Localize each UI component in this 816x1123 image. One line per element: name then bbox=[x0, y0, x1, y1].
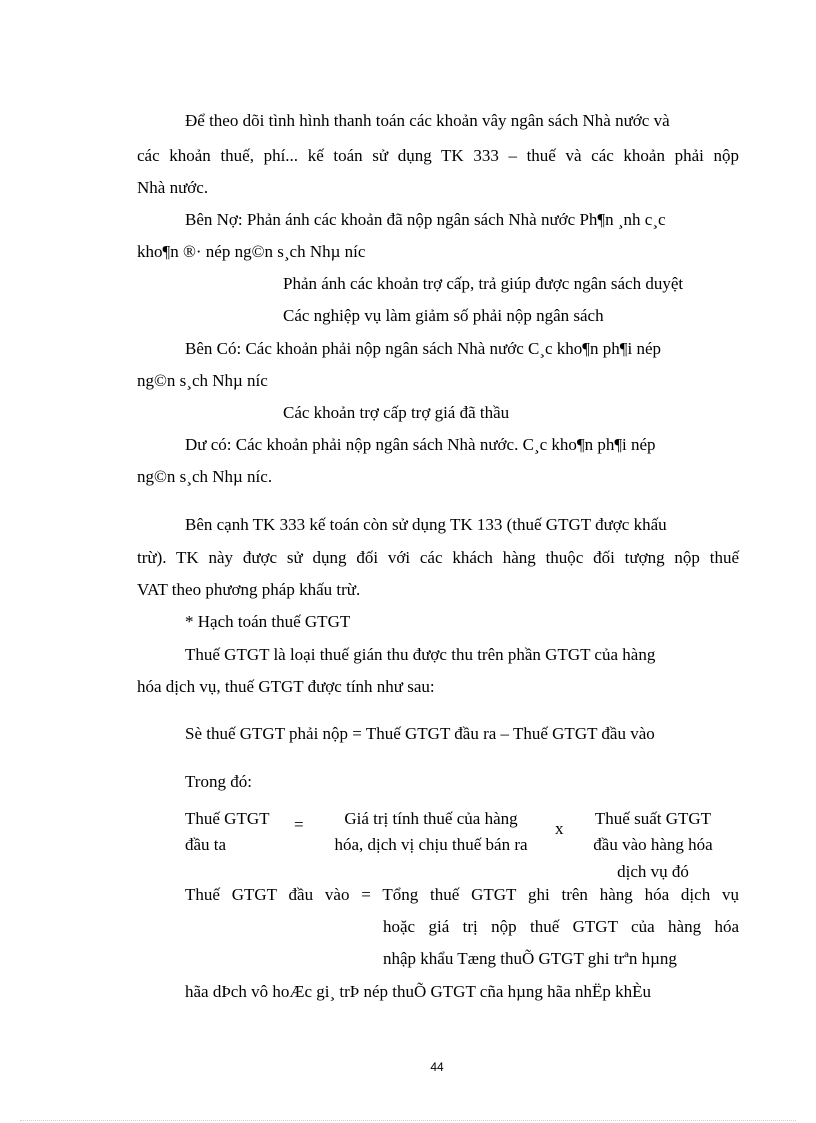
ben-co-line-1: Bên Có: Các khoản phải nộp ngân sách Nhà nước C¸c kho¶n ph¶i nép bbox=[185, 339, 661, 358]
page-number: 44 bbox=[430, 1060, 444, 1074]
ben-no-line-2: kho¶n ®· nép ng©n s¸ch Nhµ níc bbox=[137, 242, 366, 261]
formula2-rhs-line-2: đầu vào hàng hóa bbox=[593, 835, 713, 854]
ben-no-line-3: Phản ánh các khoản trợ cấp, trả giúp được ngân sách duyệt bbox=[283, 274, 684, 293]
du-co-line-1: Dư có: Các khoản phải nộp ngân sách Nhà nước. C¸c kho¶n ph¶i nép bbox=[185, 435, 656, 454]
formula2-middle-line-1: Giá trị tính thuế của hàng bbox=[344, 809, 518, 828]
formula3-line-3: nhập khẩu Tæng thuÕ GTGT ghi trªn hµng bbox=[383, 949, 677, 968]
main-formula: Sè thuế GTGT phải nộp = Thuế GTGT đầu ra – Thuế GTGT đầu vào bbox=[185, 724, 655, 743]
paragraph-2-line-2: trừ). TK này được sử dụng đối với các khách hàng thuộc đối tượng nộp thuế bbox=[137, 548, 739, 567]
footer-divider bbox=[20, 1120, 796, 1121]
paragraph-3-line-2: hóa dịch vụ, thuế GTGT được tính như sau: bbox=[137, 677, 435, 696]
trong-do-label: Trong đó: bbox=[185, 772, 252, 791]
formula2-middle-line-2: hóa, dịch vị chịu thuế bán ra bbox=[334, 835, 528, 854]
paragraph-2-line-3: VAT theo phương pháp khấu trừ. bbox=[137, 580, 361, 599]
paragraph-2-line-1: Bên cạnh TK 333 kế toán còn sử dụng TK 133 (thuế GTGT được khấu bbox=[185, 515, 667, 534]
formula3-line-2: hoặc giá trị nộp thuế GTGT của hàng hóa bbox=[383, 917, 739, 936]
formula3-line-4: hãa dÞch vô hoÆc gi¸ trÞ nép thuÕ GTGT cña hµng hãa nhËp khÈu bbox=[185, 982, 652, 1001]
du-co-line-2: ng©n s¸ch Nhµ níc. bbox=[137, 467, 273, 486]
formula2-rhs-line-3: dịch vụ đó bbox=[617, 862, 689, 881]
ben-co-line-3: Các khoản trợ cấp trợ giá đã thầu bbox=[283, 403, 510, 422]
paragraph-1-line-1: Để theo dõi tình hình thanh toán các khoản vây ngân sách Nhà nước và bbox=[185, 111, 670, 130]
paragraph-3-line-1: Thuế GTGT là loại thuế gián thu được thu trên phần GTGT của hàng bbox=[185, 645, 656, 664]
paragraph-1-line-3: Nhà nước. bbox=[137, 178, 209, 197]
formula2-rhs-line-1: Thuế suất GTGT bbox=[594, 809, 712, 828]
formula2-lhs-line-1: Thuế GTGT bbox=[185, 809, 270, 828]
section-heading: * Hạch toán thuế GTGT bbox=[185, 612, 351, 631]
formula3-line-1: Thuế GTGT đầu vào = Tổng thuế GTGT ghi trên hàng hóa dịch vụ bbox=[185, 885, 739, 904]
formula2-lhs-line-2: đầu ta bbox=[185, 835, 227, 854]
ben-no-line-4: Các nghiệp vụ làm giảm số phải nộp ngân sách bbox=[283, 306, 604, 325]
ben-co-line-2: ng©n s¸ch Nhµ níc bbox=[137, 371, 268, 390]
ben-no-line-1: Bên Nợ: Phản ánh các khoản đã nộp ngân sách Nhà nước Ph¶n ¸nh c¸c bbox=[185, 210, 666, 229]
formula2-equals: = bbox=[294, 815, 304, 834]
paragraph-1-line-2: các khoản thuế, phí... kế toán sử dụng TK 333 – thuế và các khoản phải nộp bbox=[137, 146, 739, 165]
formula2-times: x bbox=[555, 819, 564, 838]
